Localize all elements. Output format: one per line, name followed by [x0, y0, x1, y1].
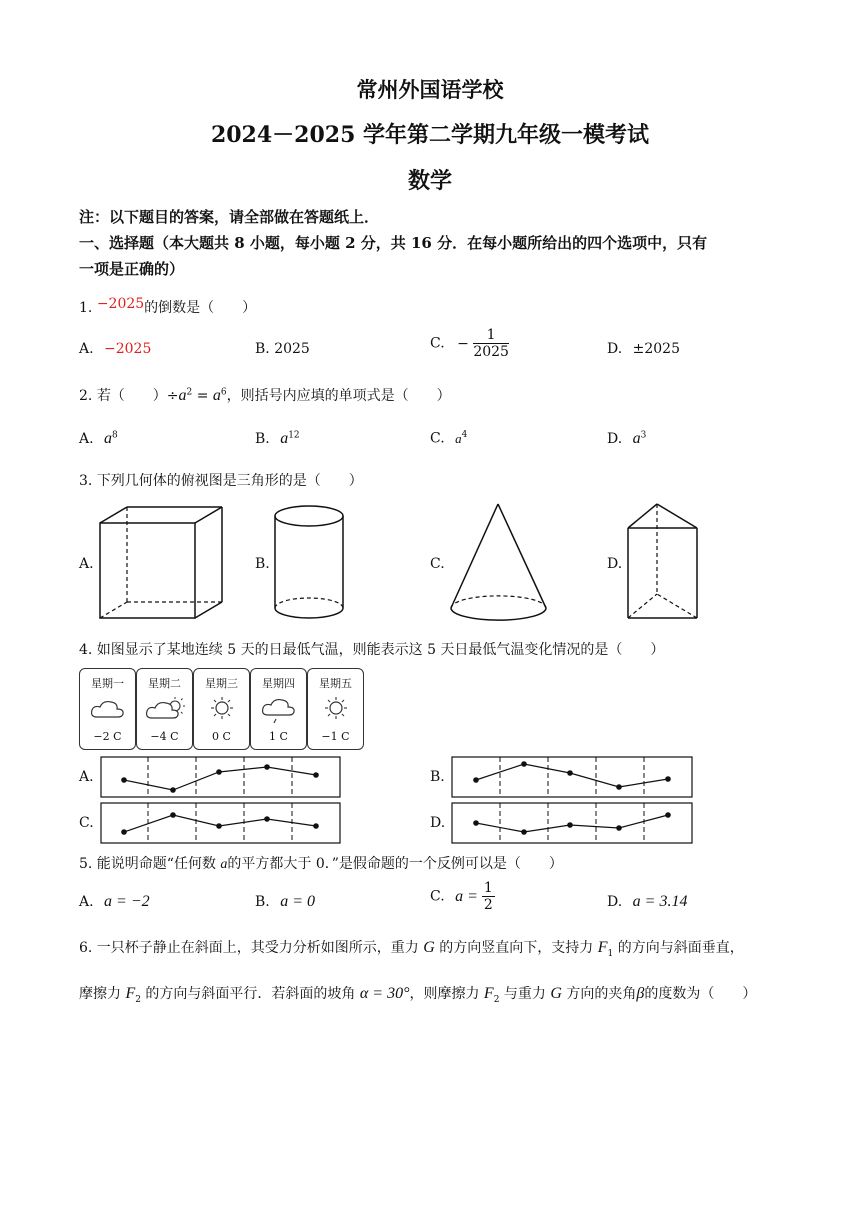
q2-a1: a — [178, 387, 187, 404]
q4-option-d-label[interactable]: D. — [430, 815, 446, 831]
q1-c-label: C. — [430, 335, 445, 352]
q5-b-value: a = 0 — [280, 893, 315, 910]
q5-d-value: a = 3.14 — [632, 893, 688, 910]
q5-c-fraction — [482, 880, 495, 913]
q1-d-value: ±2025 — [632, 341, 680, 357]
q5-c-label: C. — [430, 888, 445, 905]
subject-title: 数学 — [407, 168, 452, 194]
q1-b-label: B. — [255, 341, 270, 357]
q5-option-d[interactable] — [607, 893, 687, 911]
q5-c-lhs: a = — [455, 887, 482, 905]
q3-option-b-label[interactable]: B. — [255, 556, 270, 572]
q6-text-1c: 的方向与斜面垂直， — [613, 940, 744, 956]
q2-a-label: A. — [79, 431, 94, 447]
q6-f2b: F — [483, 985, 494, 1002]
q5-c-denominator: 2 — [483, 897, 493, 913]
q6-alpha: α = 30° — [359, 985, 410, 1002]
q5-a-label: A. — [79, 894, 94, 910]
school-name: 常州外国语学校 — [356, 77, 504, 102]
q2-b-base: a — [280, 430, 289, 447]
q5-pre: 5. 能说明命题“任何数 — [79, 856, 221, 872]
weather-day: 星期三 — [205, 677, 238, 690]
question-5 — [79, 853, 563, 873]
q5-post: 的平方都大于 0．”是假命题的一个反例可以是（ ） — [227, 856, 563, 872]
question-4: 4. 如图显示了某地连续 5 天的日最低气温，则能表示这 5 天日最低气温变化情况的是（ ） — [79, 642, 665, 658]
q6-text-1b: 的方向竖直向下，支持力 — [434, 940, 598, 956]
answer-note: 注：以下题目的答案，请全部做在答题纸上． — [79, 208, 380, 226]
weather-temp: 1 C — [269, 730, 288, 743]
q4-option-b-label[interactable]: B. — [430, 769, 445, 785]
q5-option-b[interactable] — [255, 893, 315, 911]
q2-post: ，则括号内应填的单项式是（ ） — [226, 388, 451, 404]
section-heading-line2: 一项是正确的） — [79, 260, 185, 278]
section-heading-line1: 一、选择题（本大题共 8 小题，每小题 2 分，共 16 分．在每小题所给出的四个选项中，只有 — [79, 234, 708, 252]
weather-temp: −1 C — [321, 730, 350, 743]
q6-text-2c: ，则摩擦力 — [409, 986, 484, 1002]
q4-option-a-label[interactable]: A. — [79, 769, 94, 785]
q5-d-label: D. — [607, 894, 623, 910]
q2-a-base: a — [104, 430, 113, 447]
q4-option-c-label[interactable]: C. — [79, 815, 94, 831]
q6-f2b-sub: 2 — [493, 994, 500, 1005]
question-3: 3. 下列几何体的俯视图是三角形的是（ ） — [79, 473, 363, 489]
q6-text-2d: 与重力 — [499, 986, 551, 1002]
q6-f2: F — [125, 985, 136, 1002]
q2-e1: 2 — [186, 387, 193, 398]
q1-number: 1. — [79, 300, 93, 316]
q5-a-value: a = −2 — [104, 893, 150, 910]
weather-day: 星期五 — [319, 677, 352, 690]
q3-option-c-label[interactable]: C. — [430, 556, 445, 572]
q2-b-label: B. — [255, 431, 270, 447]
q2-c-base: a — [455, 430, 462, 446]
q1-c-sign: − — [457, 335, 469, 352]
q6-text-2f: 的度数为（ ） — [644, 986, 757, 1002]
q2-a-exp: 8 — [112, 430, 118, 441]
q2-c-label: C. — [430, 430, 445, 447]
q6-f2-sub: 2 — [135, 994, 141, 1005]
q2-pre: 若（ ）÷ — [96, 388, 179, 404]
q1-text: 的倒数是（ ） — [144, 300, 257, 316]
q4-graph-d[interactable] — [452, 803, 692, 843]
q6-f1: F — [597, 939, 608, 956]
q5-b-label: B. — [255, 894, 270, 910]
q1-d-label: D. — [607, 341, 623, 357]
q6-beta: β — [636, 985, 645, 1002]
q1-c-numerator: 1 — [473, 327, 509, 344]
q2-eq: = — [192, 388, 213, 404]
q4-graph-b[interactable] — [452, 757, 692, 797]
q5-c-numerator: 1 — [483, 880, 493, 896]
q5-option-a[interactable] — [79, 893, 150, 911]
weather-day: 星期一 — [91, 677, 124, 690]
q6-text-1a: 6. 一只杯子静止在斜面上，其受力分析如图所示，重力 — [79, 940, 424, 956]
q2-e2: 6 — [220, 387, 227, 398]
q4-graph-a[interactable] — [101, 757, 340, 797]
q2-d-base: a — [632, 430, 641, 447]
weather-day: 星期四 — [262, 677, 295, 690]
q3-option-d-label[interactable]: D. — [607, 556, 623, 572]
q1-a-value: −2025 — [104, 341, 152, 357]
q2-b-exp: 12 — [288, 430, 300, 441]
q2-a2: a — [212, 387, 221, 404]
q6-g1: G — [423, 939, 435, 956]
q6-g2: G — [550, 985, 562, 1002]
q6-f1-sub: 1 — [607, 948, 614, 959]
q2-c-exp: 4 — [461, 430, 468, 440]
q1-b-value: 2025 — [274, 341, 310, 357]
q6-text-2a: 摩擦力 — [79, 986, 126, 1002]
q4-graph-c[interactable] — [101, 803, 340, 843]
q2-d-exp: 3 — [640, 430, 647, 441]
exam-title: 2024－2025 学年第二学期九年级一模考试 — [210, 122, 650, 148]
q2-d-label: D. — [607, 431, 623, 447]
q1-a-label: A. — [79, 341, 94, 357]
q6-text-2b: 的方向与斜面平行．若斜面的坡角 — [140, 986, 360, 1002]
q1-expression: −2025 — [96, 296, 145, 312]
weather-temp: −2 C — [93, 730, 122, 743]
weather-day: 星期二 — [148, 677, 181, 690]
q6-text-2e: 方向的夹角 — [561, 986, 637, 1002]
weather-temp: −4 C — [150, 730, 179, 743]
question-6-line2 — [79, 983, 756, 1005]
q5-option-c[interactable] — [430, 880, 495, 913]
q3-option-a-label[interactable]: A. — [79, 556, 94, 572]
weather-temp: 0 C — [212, 730, 231, 743]
q5-var: a — [220, 857, 228, 872]
q2-number: 2. — [79, 388, 93, 404]
question-6-line1 — [79, 937, 744, 959]
q1-c-denominator: 2025 — [473, 344, 509, 360]
